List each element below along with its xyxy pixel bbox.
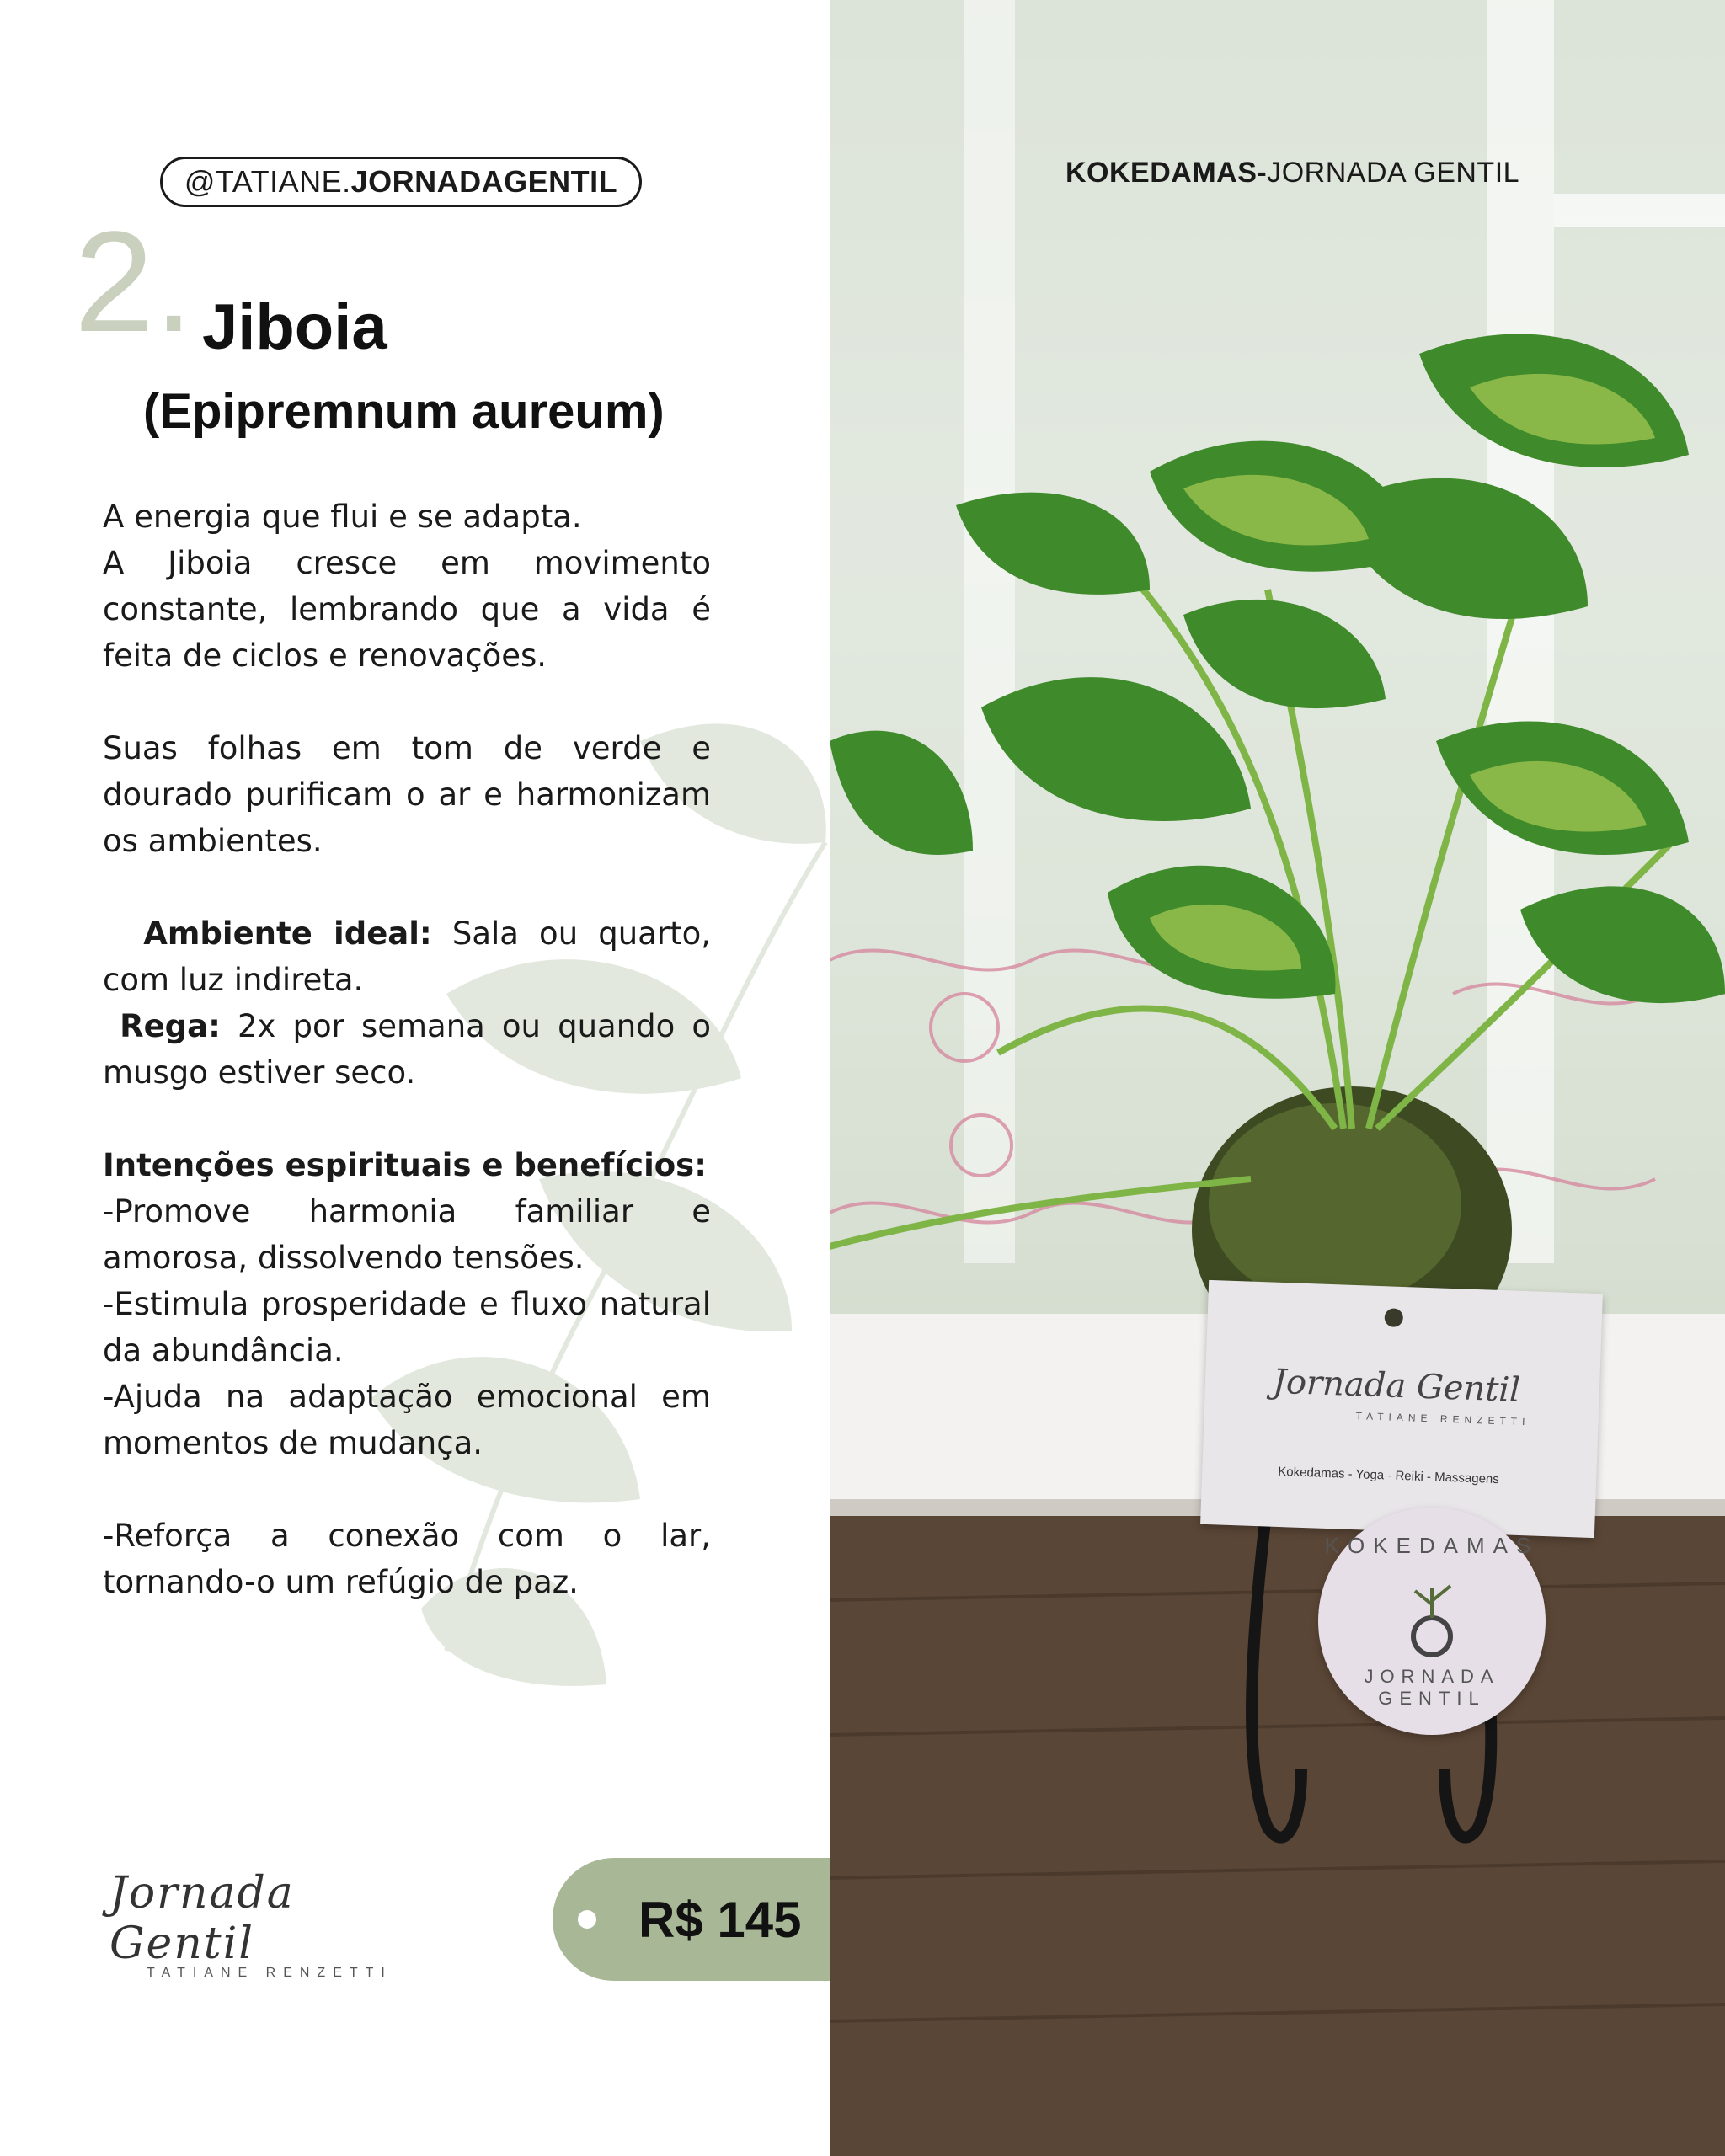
logo-subtitle: TATIANE RENZETTI — [147, 1966, 393, 1980]
brand-logo — [109, 1868, 430, 1980]
handle-bold: JORNADAGENTIL — [350, 164, 618, 199]
tag-logo-subtitle: TATIANE RENZETTI — [1355, 1410, 1530, 1428]
description-line1: A energia que flui e se adapta. — [103, 499, 582, 535]
benefit-item: -Estimula prosperidade e fluxo natural da abundância. — [103, 1286, 711, 1369]
brand-header-bold: KOKEDAMAS- — [1065, 157, 1268, 189]
benefit-item: -Ajuda na adaptação emocional em momentos de mudança. — [103, 1379, 711, 1461]
tag-services: Kokedamas - Yoga - Reiki - Massagens — [1278, 1464, 1500, 1487]
rega-value: 2x por semana ou quando o musgo estiver seco. — [103, 1008, 711, 1091]
benefit-item: -Reforça a conexão com o lar, tornando-o um refúgio de paz. — [103, 1518, 711, 1600]
description-body — [103, 494, 711, 1605]
brand-header-regular: JORNADA GENTIL — [1267, 157, 1520, 189]
price-badge — [553, 1858, 839, 1981]
tag-logo-script: Jornada Gentil — [1272, 1362, 1521, 1410]
round-brand-tag — [1318, 1508, 1546, 1735]
rega-label: Rega: — [120, 1008, 221, 1044]
round-tag-bottom-text: JORNADA GENTIL — [1364, 1666, 1500, 1709]
description-line2: A Jiboia cresce em movimento constante, lembrando que a vida é feita de ciclos e renovações. — [103, 545, 711, 674]
ambiente-info — [103, 910, 711, 1003]
product-label-card — [1200, 1280, 1603, 1538]
ambiente-value: Sala ou quarto, com luz indireta. — [103, 915, 711, 998]
plant-photo-illustration — [830, 0, 1725, 2156]
handle-prefix: @TATIANE. — [184, 164, 351, 199]
rega-info — [103, 1003, 711, 1096]
bamboo-logo-icon — [1381, 1571, 1482, 1672]
brand-header — [1065, 157, 1519, 189]
left-panel — [0, 0, 830, 2156]
bullet-dot-icon — [578, 1910, 596, 1929]
item-number: 2. — [74, 202, 194, 362]
product-photo — [830, 0, 1725, 2156]
tag-hole-icon — [1384, 1308, 1403, 1327]
page-title: Jiboia — [202, 291, 387, 363]
intencoes-title: Intenções espirituais e benefícios: — [103, 1147, 708, 1183]
price-value: R$ 145 — [638, 1891, 802, 1948]
scientific-name: (Epipremnum aureum) — [143, 384, 665, 439]
benefit-item: -Promove harmonia familiar e amorosa, dissolvendo tensões. — [103, 1193, 711, 1276]
round-tag-top-text: KOKEDAMAS — [1324, 1533, 1540, 1558]
description-paragraph2: Suas folhas em tom de verde e dourado purificam o ar e harmonizam os ambientes. — [103, 730, 711, 859]
logo-script: Jornada Gentil — [109, 1868, 295, 1969]
ambiente-label: Ambiente ideal: — [143, 915, 432, 952]
instagram-handle-badge[interactable] — [160, 157, 642, 207]
